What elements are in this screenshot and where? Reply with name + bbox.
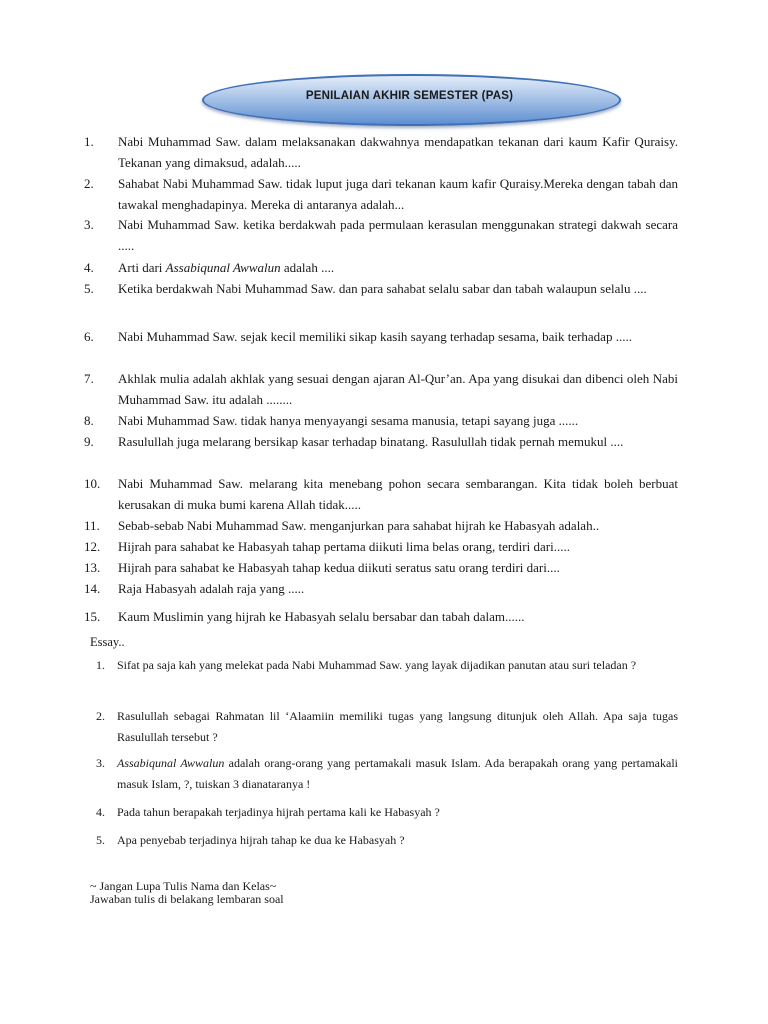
question-item bbox=[84, 278, 678, 299]
question-text-before: Arti dari bbox=[118, 260, 166, 275]
question-item bbox=[84, 368, 678, 410]
question-number: 11. bbox=[84, 518, 100, 533]
question-number: 15. bbox=[84, 609, 101, 624]
essay-number: 4. bbox=[96, 805, 105, 819]
page-title: PENILAIAN AKHIR SEMESTER (PAS) bbox=[305, 90, 514, 102]
essay-item bbox=[96, 830, 678, 851]
question-number: 5. bbox=[84, 281, 94, 296]
essay-term: Assabiqunal Awwalun bbox=[117, 756, 225, 770]
question-text: Nabi Muhammad Saw. tidak hanya menyayangi sesama manusia, tetapi sayang juga ...... bbox=[118, 413, 579, 428]
question-number: 7. bbox=[84, 371, 94, 386]
footer-line-1: ~ Jangan Lupa Tulis Nama dan Kelas~ bbox=[90, 879, 277, 893]
question-text: Hijrah para sahabat ke Habasyah tahap kedua diikuti seratus satu orang terdiri dari.... bbox=[118, 560, 560, 575]
question-text bbox=[118, 257, 678, 278]
question-number: 12. bbox=[84, 539, 101, 554]
essay-item bbox=[96, 706, 678, 748]
question-item bbox=[84, 557, 678, 578]
question-text-after: adalah .... bbox=[280, 260, 335, 275]
question-text: Kaum Muslimin yang hijrah ke Habasyah selalu bersabar dan tabah dalam...... bbox=[118, 609, 525, 624]
question-text: Nabi Muhammad Saw. ketika berdakwah pada permulaan kerasulan menggunakan strategi dakwah secara ..... bbox=[118, 217, 678, 253]
essay-text-after: adalah orang-orang yang pertamakali masuk Islam. Ada berapakah orang yang pertamakali masuk Islam, ?, tuiskan 3 dianataranya ! bbox=[117, 756, 678, 791]
essay-number: 2. bbox=[96, 709, 105, 723]
question-item bbox=[84, 410, 678, 431]
question-text: Akhlak mulia adalah akhlak yang sesuai dengan ajaran Al-Qur’an. Apa yang disukai dan dibenci oleh Nabi Muhammad Saw. itu adalah ........ bbox=[118, 371, 678, 407]
essay-heading: Essay.. bbox=[90, 635, 125, 649]
question-item bbox=[84, 326, 678, 347]
question-number: 13. bbox=[84, 560, 101, 575]
question-item bbox=[84, 473, 678, 515]
footer-note bbox=[90, 880, 284, 906]
question-text: Sebab-sebab Nabi Muhammad Saw. menganjurkan para sahabat hijrah ke Habasyah adalah.. bbox=[118, 518, 600, 533]
question-item bbox=[84, 515, 678, 536]
question-item bbox=[84, 578, 678, 599]
question-number: 9. bbox=[84, 434, 94, 449]
question-item bbox=[84, 257, 678, 278]
question-text: Raja Habasyah adalah raja yang ..... bbox=[118, 581, 305, 596]
question-text: Hijrah para sahabat ke Habasyah tahap pertama diikuti lima belas orang, terdiri dari..... bbox=[118, 539, 570, 554]
question-text: Nabi Muhammad Saw. dalam melaksanakan dakwahnya mendapatkan tekanan dari kaum Kafir Quraisy. Tekanan yang dimaksud, adalah..... bbox=[118, 134, 678, 170]
question-text: Nabi Muhammad Saw. sejak kecil memiliki sikap kasih sayang terhadap sesama, baik terhadap ..... bbox=[118, 329, 632, 344]
essay-item bbox=[96, 655, 678, 676]
question-number: 1. bbox=[84, 134, 94, 149]
question-text: Rasulullah juga melarang bersikap kasar terhadap binatang. Rasulullah tidak pernah memukul .... bbox=[118, 434, 624, 449]
essay-item bbox=[96, 753, 678, 795]
essay-text bbox=[117, 753, 678, 795]
question-number: 14. bbox=[84, 581, 101, 596]
question-text: Sahabat Nabi Muhammad Saw. tidak luput juga dari tekanan kaum kafir Quraisy.Mereka dengan tabah dan tawakal menghadapinya. Mereka di antaranya adalah... bbox=[118, 176, 678, 212]
essay-item bbox=[96, 802, 678, 823]
question-number: 4. bbox=[84, 260, 94, 275]
essay-text: Pada tahun berapakah terjadinya hijrah pertama kali ke Habasyah ? bbox=[117, 805, 440, 819]
question-item bbox=[84, 606, 678, 627]
question-number: 6. bbox=[84, 329, 94, 344]
question-item bbox=[84, 536, 678, 557]
essay-text: Apa penyebab terjadinya hijrah tahap ke dua ke Habasyah ? bbox=[117, 833, 405, 847]
question-text: Ketika berdakwah Nabi Muhammad Saw. dan para sahabat selalu sabar dan tabah walaupun selalu .... bbox=[118, 281, 647, 296]
question-number: 10. bbox=[84, 476, 101, 491]
essay-number: 1. bbox=[96, 658, 105, 672]
question-item bbox=[84, 214, 678, 256]
footer-line-2: Jawaban tulis di belakang lembaran soal bbox=[90, 892, 284, 906]
question-number: 3. bbox=[84, 217, 94, 232]
question-term: Assabiqunal Awwalun bbox=[165, 260, 281, 275]
question-number: 2. bbox=[84, 176, 94, 191]
essay-text: Sifat pa saja kah yang melekat pada Nabi Muhammad Saw. yang layak dijadikan panutan atau suri teladan ? bbox=[117, 658, 637, 672]
essay-number: 5. bbox=[96, 833, 105, 847]
question-text: Nabi Muhammad Saw. melarang kita menebang pohon secara sembarangan. Kita tidak boleh berbuat kerusakan di muka bumi karena Allah tidak..... bbox=[118, 476, 678, 512]
question-item bbox=[84, 131, 678, 173]
question-number: 8. bbox=[84, 413, 94, 428]
essay-text: Rasulullah sebagai Rahmatan lil ‘Alaamiin memiliki tugas yang langsung ditunjuk oleh Allah. Apa saja tugas Rasulullah tersebut ? bbox=[117, 709, 678, 744]
essay-number: 3. bbox=[96, 756, 105, 770]
question-item bbox=[84, 431, 678, 452]
question-item bbox=[84, 173, 678, 215]
